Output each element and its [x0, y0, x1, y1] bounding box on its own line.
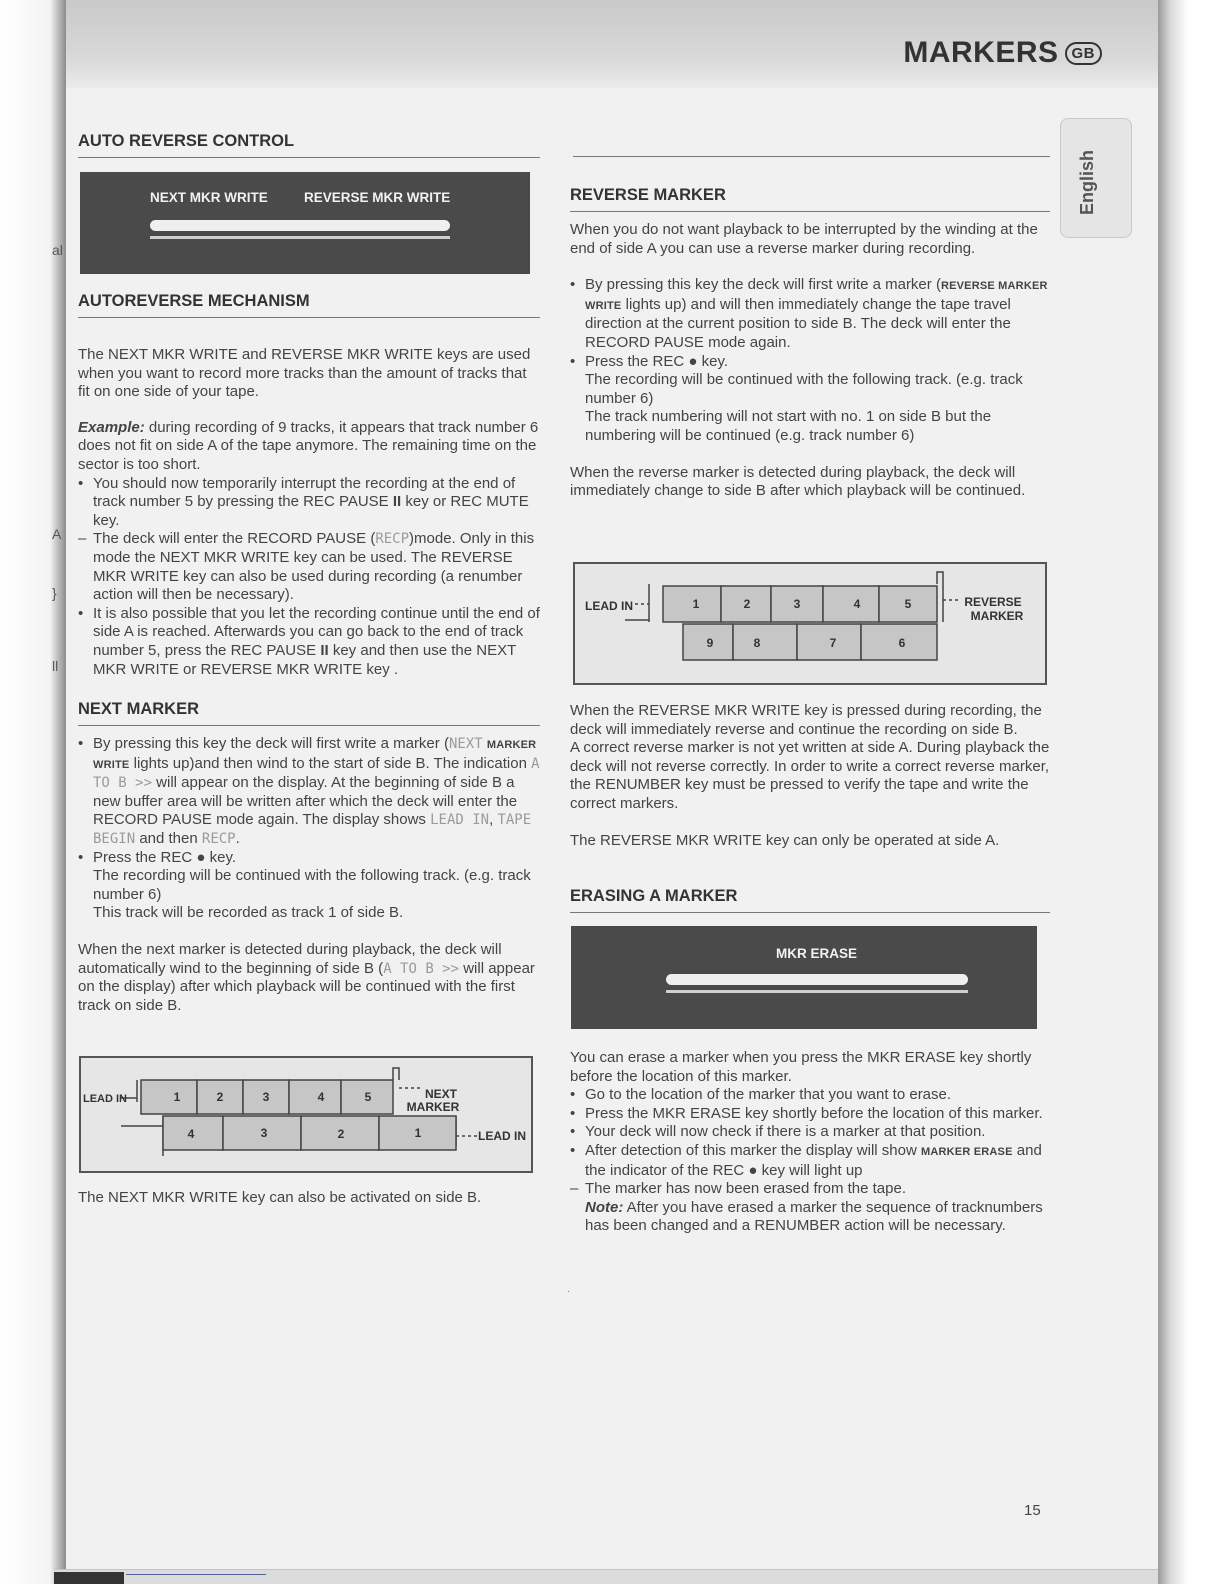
mkr-erase-key-label: MKR ERASE [776, 946, 858, 961]
auto-reverse-heading: AUTO REVERSE CONTROL [78, 132, 540, 158]
margin-fragment: A [52, 526, 62, 542]
side-a-track-number: 3 [793, 597, 801, 611]
display-text: RECP [375, 531, 410, 548]
side-a-track-number: 1 [692, 597, 700, 611]
marker-label-line1: NEXT [424, 1087, 458, 1101]
footer-band [54, 1569, 1158, 1584]
mechanism-body [78, 346, 540, 679]
erasing-dash-1: – The marker has now been erased from the tape. Note: After you have erased a marker the sequence of tracknumbers has been changed and a RENUMBER action will be necessary. [570, 1180, 1050, 1236]
pause-symbol: II [320, 641, 329, 659]
side-a-track-number: 2 [216, 1090, 224, 1104]
rec-dot-icon: ● [748, 1161, 758, 1179]
mechanism-intro: The NEXT MKR WRITE and REVERSE MKR WRITE keys are used when you want to record more tracks than the amount of tracks that fit on one side of your tape. [78, 346, 531, 401]
marker-label-line1: REVERSE [964, 595, 1022, 609]
stray-mark: . [567, 1284, 570, 1295]
mkr-erase-key-panel [571, 926, 1037, 1029]
column-top-rule [573, 156, 1050, 157]
side-a-track-number: 5 [364, 1090, 372, 1104]
next-marker-footer-text: The NEXT MKR WRITE key can also be activated on side B. [78, 1189, 482, 1206]
side-b-track-number: 3 [260, 1126, 268, 1140]
next-marker-bullet-1: • By pressing this key the deck will first write a marker (NEXT MARKER WRITE lights up)and then wind to the start of side B. The indication A TO B >> will appear on the display. At the beginning of side B a new buffer area will be written after which the deck will enter the RECORD PAUSE mode again. The display shows LEAD IN, TAPE BEGIN and then RECP. [78, 735, 540, 849]
marker-label-line2: MARKER [406, 1100, 460, 1114]
page-title [903, 36, 1102, 70]
key-shadow [150, 236, 450, 239]
next-marker-tape-diagram [79, 1056, 533, 1173]
example-paragraph [78, 419, 540, 475]
reverse-marker-section [570, 186, 1050, 212]
side-b-track-number: 8 [753, 636, 761, 650]
next-marker-heading: NEXT MARKER [78, 700, 540, 726]
erasing-heading: ERASING A MARKER [570, 887, 1050, 913]
mechanism-bullet-2: • It is also possible that you let the recording continue until the end of side A is reached. Afterwards you can go back to the end of track number 5, press the REC PAUSE II key and then use the NEXT MKR WRITE or REVERSE MKR WRITE key . [78, 605, 540, 679]
side-b-track-number: 7 [829, 636, 837, 650]
marker-label-line2: MARKER [970, 609, 1024, 623]
pause-symbol: II [392, 493, 402, 511]
side-a-track-number: 3 [262, 1090, 270, 1104]
next-marker-bullet-2: • Press the REC ● key. The recording will be continued with the following track. (e.g. track number 6) This track will be recorded as track 1 of side B. [78, 849, 540, 923]
reverse-marker-intro: When you do not want playback to be interrupted by the winding at the end of side A you can use a reverse marker during recording. [570, 221, 1038, 257]
side-a-track-cell [823, 586, 879, 622]
side-a-track-cell [289, 1080, 341, 1114]
reverse-marker-playback-paragraph: When the reverse marker is detected during playback, the deck will immediately change to side B after which playback will be continued. [570, 463, 1026, 500]
reverse-marker-body [570, 221, 1050, 501]
erasing-intro: You can erase a marker when you press the MKR ERASE key shortly before the location of this marker. [570, 1049, 1032, 1085]
page-number: 15 [1024, 1502, 1041, 1519]
erasing-bullet-4: • After detection of this marker the display will show MARKER ERASE and the indicator of the REC ● key will light up [570, 1142, 1050, 1180]
reverse-key-side-a-only: The REVERSE MKR WRITE key can only be operated at side A. [570, 831, 1000, 849]
mechanism-heading: AUTOREVERSE MECHANISM [78, 292, 540, 318]
side-b-track-number: 1 [414, 1126, 422, 1140]
next-mkr-write-key-label: NEXT MKR WRITE [150, 190, 268, 205]
reverse-marker-notes [570, 702, 1050, 850]
example-text: during recording of 9 tracks, it appears that track number 6 does not fit on side A of the tape anymore. The remaining time on the sector is too short. [78, 418, 539, 473]
rec-dot-icon: ● [688, 352, 698, 370]
erasing-body [570, 1049, 1050, 1236]
lead-in-label: LEAD IN [478, 1129, 526, 1143]
margin-fragment: } [52, 585, 57, 601]
mechanism-section [78, 292, 540, 318]
mkr-erase-key[interactable] [666, 974, 968, 985]
region-badge: GB [1065, 42, 1103, 65]
language-tab-label: English [1077, 149, 1097, 215]
page-right-edge [1158, 0, 1224, 1584]
lead-in-label: LEAD IN [585, 599, 633, 613]
reverse-marker-tape-diagram [573, 562, 1047, 685]
next-mkr-write-key[interactable] [150, 220, 450, 231]
next-marker-playback-paragraph: When the next marker is detected during playback, the deck will automatically wind to the beginning of side B (A TO B >> will appear on the display) after which playback will be continued with the first track on side B. [78, 940, 535, 1014]
side-a-track-number: 2 [743, 597, 751, 611]
reverse-marker-correctness: A correct reverse marker is not yet written at side A. During playback the deck will not reverse correctly. In order to write a correct reverse marker, the RENUMBER key must be pressed to verify the tape and write the correct markers. [570, 739, 1050, 812]
mechanism-bullet-1: • You should now temporarily interrupt the recording at the end of track number 5 by pressing the REC PAUSE II key or REC MUTE key. [78, 475, 540, 531]
side-a-track-cell [141, 1080, 197, 1114]
erasing-bullet-2: • Press the MKR ERASE key shortly before the location of this marker. [570, 1105, 1050, 1124]
reverse-key-during-recording: When the REVERSE MKR WRITE key is pressed during recording, the deck will immediately reverse and continue the recording on side B. [570, 702, 1042, 738]
side-b-track-number: 4 [187, 1127, 195, 1141]
margin-fragment: al [52, 242, 63, 258]
lead-in-label: LEAD IN [83, 1093, 127, 1105]
key-shadow [666, 990, 968, 993]
auto-reverse-heading-block [78, 132, 540, 158]
reverse-marker-heading: REVERSE MARKER [570, 186, 1050, 212]
erasing-section [570, 887, 1050, 913]
next-marker-footer [78, 1189, 540, 1208]
next-marker-section [78, 700, 540, 726]
margin-fragment: ll [52, 658, 59, 674]
side-b-track-number: 2 [337, 1127, 345, 1141]
page-title-text: MARKERS [903, 36, 1059, 69]
reverse-marker-bullet-2: • Press the REC ● key. The recording will be continued with the following track. (e.g. track number 6) The track numbering will not start with no. 1 on side B but the numbering will be continued (e.g. track number 6) [570, 353, 1050, 446]
rec-dot-icon: ● [196, 848, 206, 866]
side-b-track-number: 9 [706, 636, 714, 650]
auto-reverse-key-panel [80, 172, 530, 274]
next-marker-body [78, 735, 540, 1015]
page-binding-edge [0, 0, 66, 1584]
language-tab [1060, 118, 1132, 238]
reverse-mkr-write-key-label: REVERSE MKR WRITE [304, 190, 451, 205]
side-b-track-cell [733, 624, 797, 660]
side-a-track-number: 5 [904, 597, 912, 611]
mechanism-dash-1: – The deck will enter the RECORD PAUSE (RECP)mode. Only in this mode the NEXT MKR WRITE key can be used. The REVERSE MKR WRITE key can also be used during recording (a renumber action will then be necessary). [78, 530, 540, 604]
example-label: Example: [78, 418, 145, 436]
side-a-track-number: 1 [173, 1090, 181, 1104]
side-b-track-number: 6 [898, 636, 906, 650]
reverse-marker-bullet-1: • By pressing this key the deck will first write a marker (REVERSE MARKER WRITE lights up) and will then immediately change the tape travel direction at the current position to side B. The deck will enter the RECORD PAUSE mode again. [570, 276, 1050, 352]
erasing-bullet-1: • Go to the location of the marker that you want to erase. [570, 1086, 1050, 1105]
note-label: Note: [585, 1198, 624, 1216]
side-a-track-number: 4 [317, 1090, 325, 1104]
erasing-bullet-3: • Your deck will now check if there is a marker at that position. [570, 1123, 1050, 1142]
side-a-track-number: 4 [853, 597, 861, 611]
